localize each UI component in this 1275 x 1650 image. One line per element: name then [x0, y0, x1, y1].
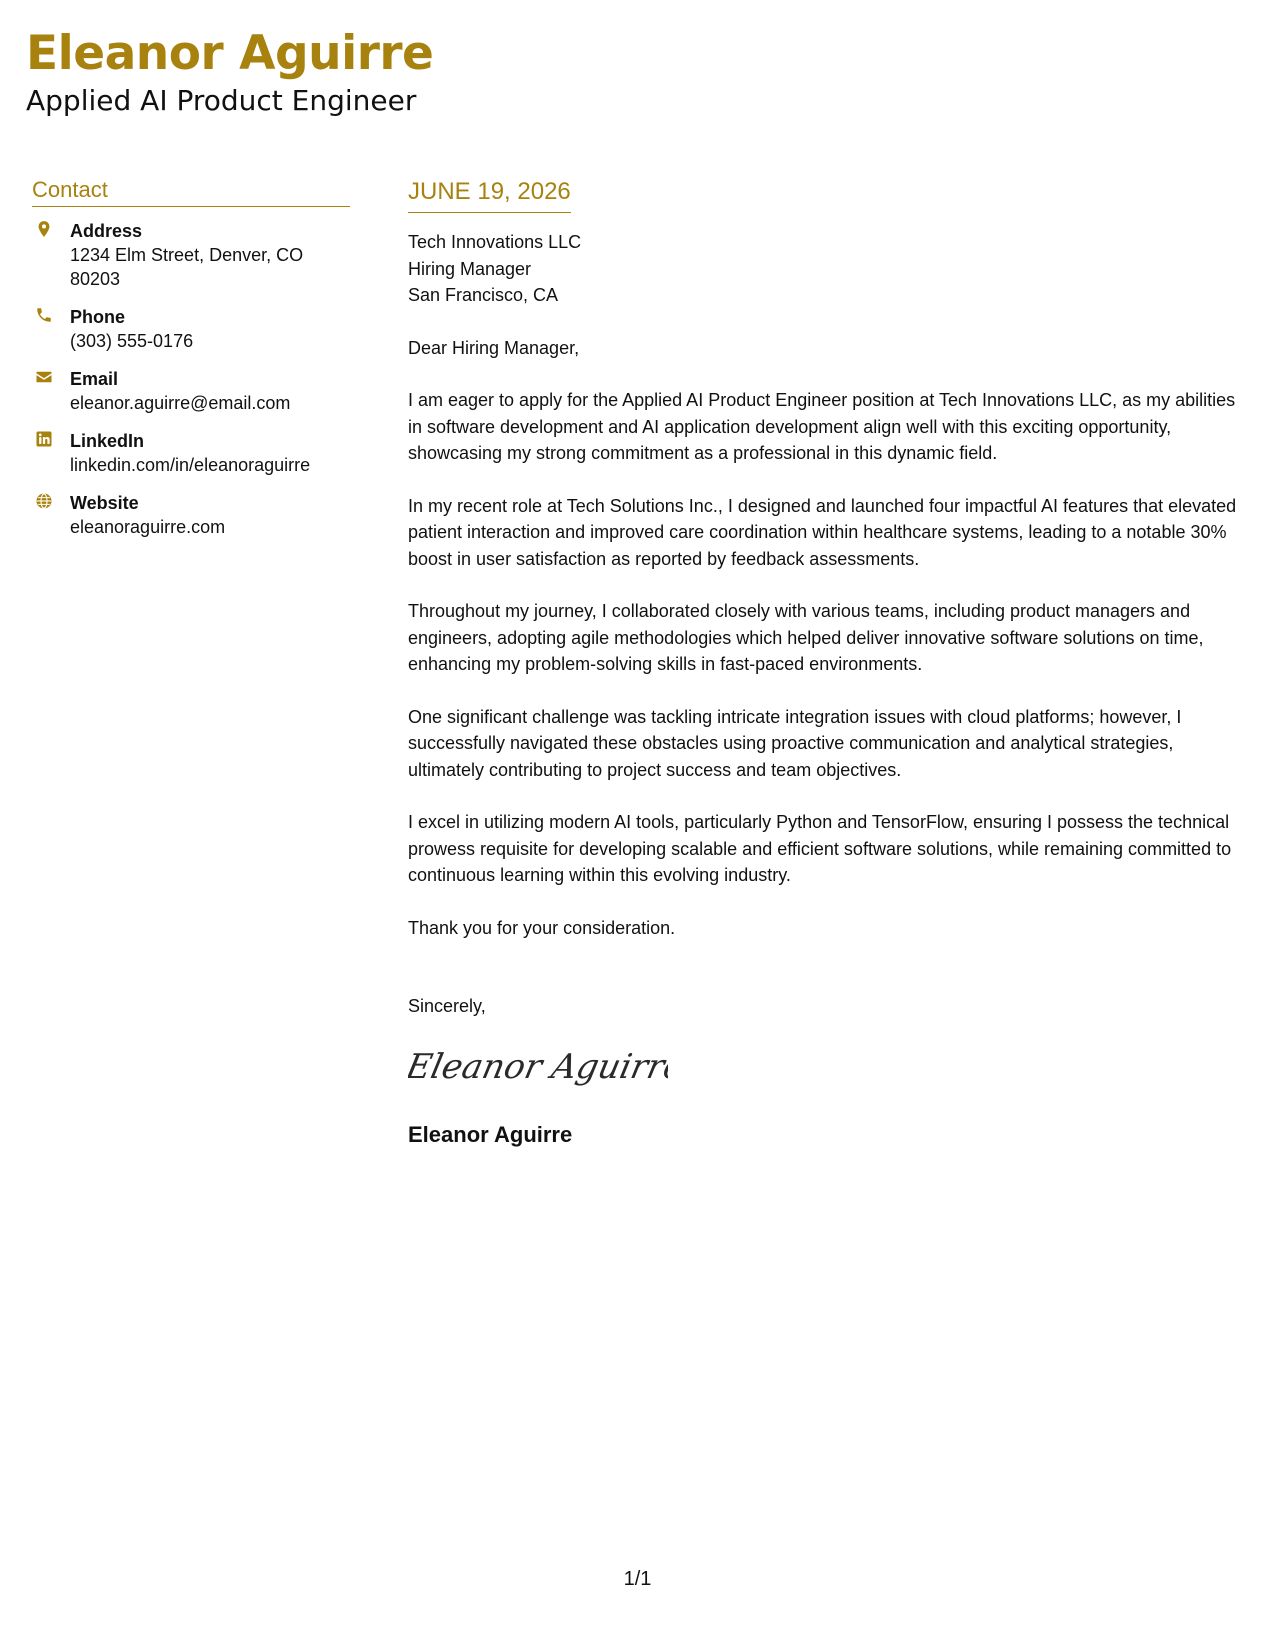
map-pin-icon [35, 220, 53, 238]
letter-body [408, 176, 1248, 1149]
contact-value: linkedin.com/in/eleanoraguirre [70, 455, 311, 475]
recipient-location: San Francisco, CA [408, 285, 559, 305]
applicant-name: Eleanor Aguirre [26, 26, 434, 81]
recipient-role: Hiring Manager [408, 258, 532, 279]
contact-value: eleanoraguirre.com [70, 517, 226, 537]
phone-icon [35, 306, 53, 324]
closing-line: Sincerely, [408, 996, 486, 1016]
globe-icon [35, 492, 53, 510]
contact-value: (303) 555-0176 [70, 331, 194, 351]
contact-label: Address [70, 221, 143, 241]
page-number: 1/1 [623, 1568, 652, 1590]
recipient-block [408, 229, 1248, 309]
contact-label: Email [70, 369, 119, 389]
envelope-icon [35, 368, 53, 386]
signed-name: Eleanor Aguirre [408, 1121, 573, 1147]
contact-label: Website [70, 493, 139, 513]
handwritten-signature [408, 1042, 668, 1094]
letter-header [26, 26, 433, 118]
contact-value: eleanor.aguirre@email.com [70, 393, 291, 413]
body-paragraph: I excel in utilizing modern AI tools, particularly Python and TensorFlow, ensuring I possess the technical prowess requisite for developing scalable and efficient software solutions, while remaining committed to continuous learning within this evolving industry. [408, 812, 1232, 885]
contact-phone [32, 305, 350, 353]
body-paragraph: One significant challenge was tackling intricate integration issues with cloud platforms; however, I successfully navigated these obstacles using proactive communication and analytical strategies, ultimately contributing to project success and team objectives. [408, 706, 1182, 780]
thanks-line: Thank you for your consideration. [408, 917, 676, 938]
signature-text: Eleanor Aguirre [408, 1046, 668, 1087]
body-paragraph: I am eager to apply for the Applied AI Product Engineer position at Tech Innovations LLC, as my abilities in software development and AI application development align well with this exciting opportunity, showcasing my strong commitment as a professional in this dynamic field. [408, 390, 1236, 463]
body-paragraph: In my recent role at Tech Solutions Inc., I designed and launched four impactful AI features that elevated patient interaction and improved care coordination within healthcare systems, leading to a notable 30% boost in user satisfaction as reported by feedback assessments. [408, 495, 1237, 569]
contact-label: LinkedIn [70, 431, 145, 451]
contact-address [32, 219, 350, 291]
body-paragraph: Throughout my journey, I collaborated closely with various teams, including product managers and engineers, adopting agile methodologies which helped deliver innovative software solutions on time, enhancing my problem-solving skills in fast-paced environments. [408, 601, 1204, 674]
contact-value: 1234 Elm Street, Denver, CO 80203 [70, 245, 304, 289]
recipient-company: Tech Innovations LLC [408, 232, 582, 252]
salutation: Dear Hiring Manager, [408, 337, 580, 358]
contact-sidebar [32, 176, 350, 553]
contact-label: Phone [70, 307, 126, 327]
contact-heading: Contact [32, 176, 350, 207]
linkedin-icon [35, 430, 53, 448]
applicant-title: Applied AI Product Engineer [26, 84, 417, 117]
contact-linkedin [32, 429, 350, 477]
contact-website [32, 491, 350, 539]
contact-email [32, 367, 350, 415]
letter-date: JUNE 19, 2026 [408, 176, 571, 213]
